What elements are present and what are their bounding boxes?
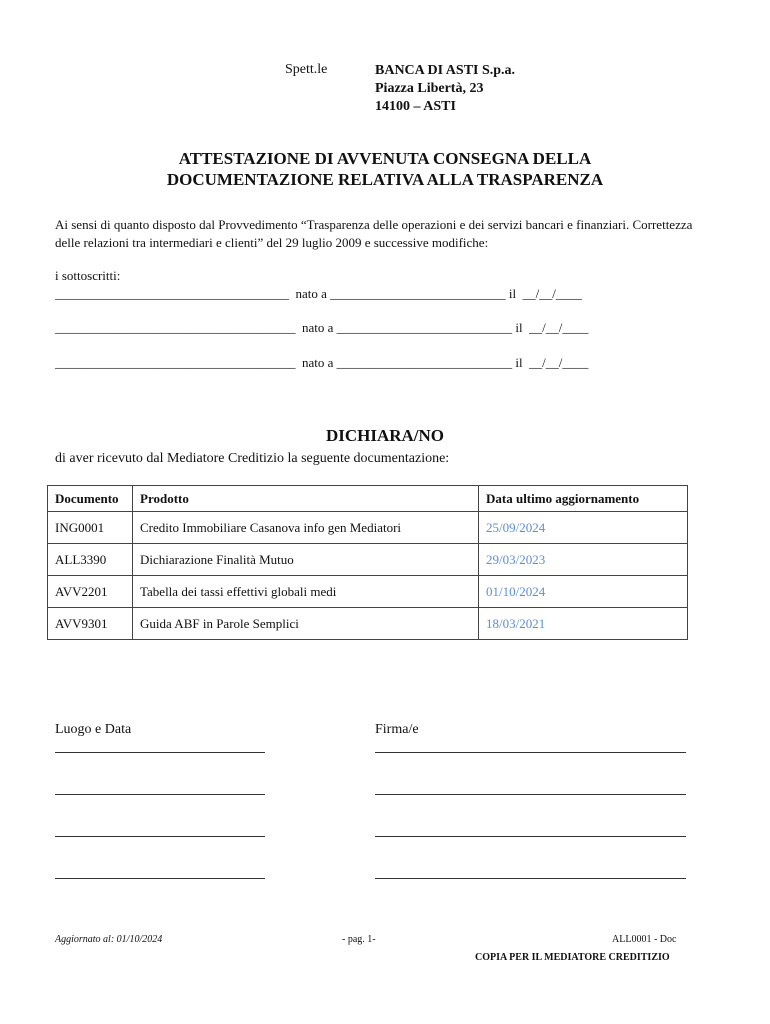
table-row [48,512,688,544]
cell-product: Guida ABF in Parole Semplici [133,608,479,640]
bank-address [375,62,515,116]
document-title [0,148,770,190]
bank-street: Piazza Libertà, 23 [375,81,484,96]
place-date-label: Luogo e Data [55,722,132,737]
declaration-heading: DICHIARA/NO [325,426,445,445]
cell-document-code: AVV9301 [48,608,133,640]
footer-copy-label: COPIA PER IL MEDIATORE CREDITIZIO [475,952,670,963]
header-data: Data ultimo aggiornamento [479,486,688,512]
documents-table [47,485,688,640]
cell-date-link[interactable]: 29/03/2023 [479,544,688,576]
header-documento: Documento [48,486,133,512]
subscriber-line-1: ____________________________________ nato a ___________________________ il __/__/____ [55,286,582,301]
footer-updated-date: Aggiornato al: 01/10/2024 [55,934,163,945]
cell-date-link[interactable]: 18/03/2021 [479,608,688,640]
declaration-text: di aver ricevuto dal Mediatore Creditizio la seguente documentazione: [55,451,450,466]
cell-product: Credito Immobiliare Casanova info gen Mediatori [133,512,479,544]
header-prodotto: Prodotto [133,486,479,512]
cell-document-code: ALL3390 [48,544,133,576]
table-row [48,576,688,608]
signature-line[interactable] [375,878,686,879]
signature-label: Firma/e [375,722,419,737]
cell-date-link[interactable]: 25/09/2024 [479,512,688,544]
signature-line[interactable] [375,752,686,753]
place-date-line[interactable] [55,794,265,795]
table-header-row [48,486,688,512]
subscribers-label: i sottoscritti: [55,268,121,283]
intro-paragraph: Ai sensi di quanto disposto dal Provvedimento “Trasparenza delle operazioni e dei servizi bancari e finanziari. Correttezza delle relazioni tra intermediari e clienti” del 29 luglio 2009 e successive modifiche: [55,217,693,250]
salutation: Spett.le [285,62,328,77]
table-row [48,608,688,640]
subscriber-line-3: _____________________________________ nato a ___________________________ il __/__/____ [55,355,589,370]
cell-date-link[interactable]: 01/10/2024 [479,576,688,608]
footer-document-code: ALL0001 - Doc [612,934,677,945]
subscriber-line-2: _____________________________________ nato a ___________________________ il __/__/____ [55,320,589,335]
cell-document-code: ING0001 [48,512,133,544]
bank-city: 14100 – ASTI [375,99,456,114]
place-date-line[interactable] [55,878,265,879]
title-line-1: ATTESTAZIONE DI AVVENUTA CONSEGNA DELLA [178,149,592,168]
cell-product: Dichiarazione Finalità Mutuo [133,544,479,576]
signature-line[interactable] [375,836,686,837]
cell-product: Tabella dei tassi effettivi globali medi [133,576,479,608]
place-date-line[interactable] [55,752,265,753]
signature-line[interactable] [375,794,686,795]
footer-page-number: - pag. 1- [342,934,376,945]
cell-document-code: AVV2201 [48,576,133,608]
title-line-2: DOCUMENTAZIONE RELATIVA ALLA TRASPARENZA [166,170,604,189]
place-date-line[interactable] [55,836,265,837]
bank-name: BANCA DI ASTI S.p.a. [375,63,516,78]
table-row [48,544,688,576]
